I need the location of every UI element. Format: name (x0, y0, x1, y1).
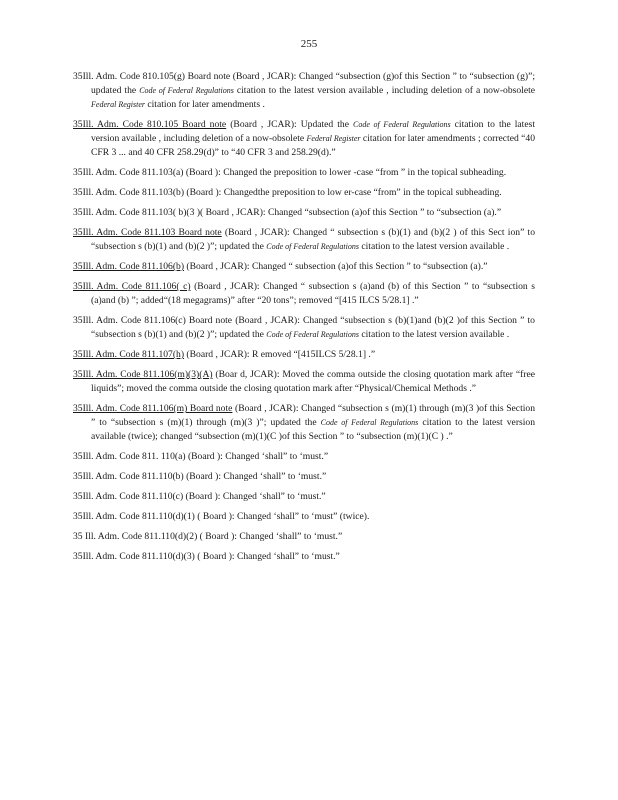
amendment-entry (73, 166, 535, 180)
entry-text: (Board , JCAR): R emoved “[415ILCS 5/28.1] .” (184, 349, 376, 360)
code-citation: 35Ill. Adm. Code 811. 110(a) (73, 451, 186, 462)
code-citation: 35Ill. Adm. Code 811.110(c) (73, 491, 184, 502)
entry-text: (Board , JCAR): Changed “subsection s (m)(1) through (m)(3 )of this Section ” to “subsection s (m)(1) through (m)(3 )”; updated the (91, 403, 535, 428)
entry-text: (Boar d, JCAR): Moved the comma outside the closing quotation mark after “free liquids”; moved the comma outside the closing quotation mark after “Physical/Chemical Methods .” (91, 369, 536, 394)
code-citation: 35Ill. Adm. Code 811.110(d)(1) (73, 511, 195, 522)
entry-text: citation to the latest version available , including deletion of a now-obsolete (233, 85, 536, 96)
amendment-entry (73, 510, 535, 524)
code-citation: 35Ill. Adm. Code 811.103(b) (73, 187, 185, 198)
code-citation: 35Ill. Adm. Code 811.103( b)(3 ) (73, 207, 201, 218)
entry-text: ( Board , JCAR): Changed “subsection (a)of this Section ” to “subsection (a).” (200, 207, 502, 218)
entry-text: ( Board ): Changed ‘shall” to ‘must.” (197, 531, 343, 542)
amendment-entry (73, 260, 535, 274)
amendment-entry (73, 368, 535, 396)
amendment-entry (73, 118, 535, 160)
amendment-entry (73, 70, 535, 112)
entry-text: ( Board ): Changed ‘shall” to ‘must.” (194, 551, 340, 562)
entry-text: citation to the latest version available , including deletion of a now-obsolete (91, 119, 535, 144)
entry-text: (Board ): Changed the preposition to lower -case “from ” in the topical subheading. (183, 167, 507, 178)
code-citation: 35Ill. Adm. Code 811.106(b) (73, 261, 185, 272)
code-citation: 35Ill. Adm. Code 811.110(d)(3) (73, 551, 195, 562)
amendment-entry (73, 402, 535, 444)
amendment-entry (73, 226, 535, 254)
entry-text: (Board ): Changedthe preposition to low er-case “from” in the topical subheading. (184, 187, 502, 198)
entry-text: (Board ): Changed ‘shall” to ‘must.” (185, 451, 329, 462)
code-citation: 35Ill. Adm. Code 810.105 Board note (73, 119, 227, 130)
italic-title: Code of Federal Regulations (266, 330, 359, 339)
amendment-entry (73, 450, 535, 464)
amendment-entry (73, 206, 535, 220)
entry-text: (Board , JCAR): Changed “ subsection s (a)and (b) of this Section ” to “subsection s (a)and (b) ”; added“(18 megagrams)” after “20 tons”; removed “[415 ILCS 5/28.1] .” (91, 281, 535, 306)
entry-text: citation for later amendments ; corrected “40 CFR 3 ... and 40 CFR 258.29(d)” to “40 CFR 3 and 258.29(d).” (91, 133, 536, 158)
amendment-entry (73, 470, 535, 484)
code-citation: 35Ill. Adm. Code 811.103 Board note (73, 227, 222, 238)
entry-text: (Board , JCAR): Changed “ subsection (a)of this Section ” to “subsection (a).” (184, 261, 488, 272)
entry-text: citation to the latest version available (twice); changed “subsection (m)(1)(C )of this Section ” to “subsection (m)(1)(C ) .” (91, 417, 536, 442)
italic-title: Federal Register (306, 134, 361, 143)
amendment-entry (73, 530, 535, 544)
amendment-entry (73, 314, 535, 342)
italic-title: Federal Register (91, 100, 145, 109)
entry-text: (Board , JCAR): Changed “subsection s (b)(1)and (b)(2 )of this Section ” to “subsection s (b)(1) and (b)(2 )”; updated the (91, 315, 535, 340)
amendment-list (73, 70, 535, 570)
entry-text: (Board ): Changed ‘shall” to ‘must.” (183, 491, 326, 502)
code-citation: 35Ill. Adm. Code 811.106(m) Board note (73, 403, 233, 414)
amendment-entry (73, 280, 535, 308)
entry-text: (Board ): Changed ‘shall” to ‘must.” (183, 471, 327, 482)
entry-text: ( Board ): Changed ‘shall” to ‘must” (twice). (194, 511, 370, 522)
italic-title: Code of Federal Regulations (266, 242, 359, 251)
entry-text: citation to the latest version available . (358, 241, 510, 252)
code-citation: 35 Ill. Adm. Code 811.110(d)(2) (73, 531, 198, 542)
italic-title: Code of Federal Regulations (320, 418, 419, 427)
italic-title: Code of Federal Regulations (353, 120, 451, 129)
page-number: 255 (300, 38, 318, 50)
code-citation: 35Ill. Adm. Code 811.107(h) (73, 349, 185, 360)
code-citation: 35Ill. Adm. Code 811.103(a) (73, 167, 184, 178)
italic-title: Code of Federal Regulations (139, 86, 234, 95)
entry-text: (Board , JCAR): Updated the (226, 119, 354, 130)
amendment-entry (73, 348, 535, 362)
code-citation: 35Ill. Adm. Code 811.106(c) Board note (73, 315, 233, 326)
entry-text: Changed “subsection (g)of this Section ” to “subsection (g)”; updated the (91, 71, 536, 96)
entry-text: citation to the latest version available . (358, 329, 510, 340)
code-citation: 35Ill. Adm. Code 810.105(g) Board note (Board , JCAR): (73, 71, 297, 82)
entry-text: (Board , JCAR): Changed “ subsection s (b)(1) and (b)(2 ) of this Sect ion” to “subsection s (b)(1) and (b)(2 )”; updated the (91, 227, 536, 252)
code-citation: 35Ill. Adm. Code 811.106( c) (73, 281, 191, 292)
code-citation: 35Ill. Adm. Code 811.106(m)(3)(A) (73, 369, 213, 380)
entry-text: citation for later amendments . (144, 99, 265, 110)
amendment-entry (73, 490, 535, 504)
code-citation: 35Ill. Adm. Code 811.110(b) (73, 471, 184, 482)
amendment-entry (73, 186, 535, 200)
amendment-entry (73, 550, 535, 564)
